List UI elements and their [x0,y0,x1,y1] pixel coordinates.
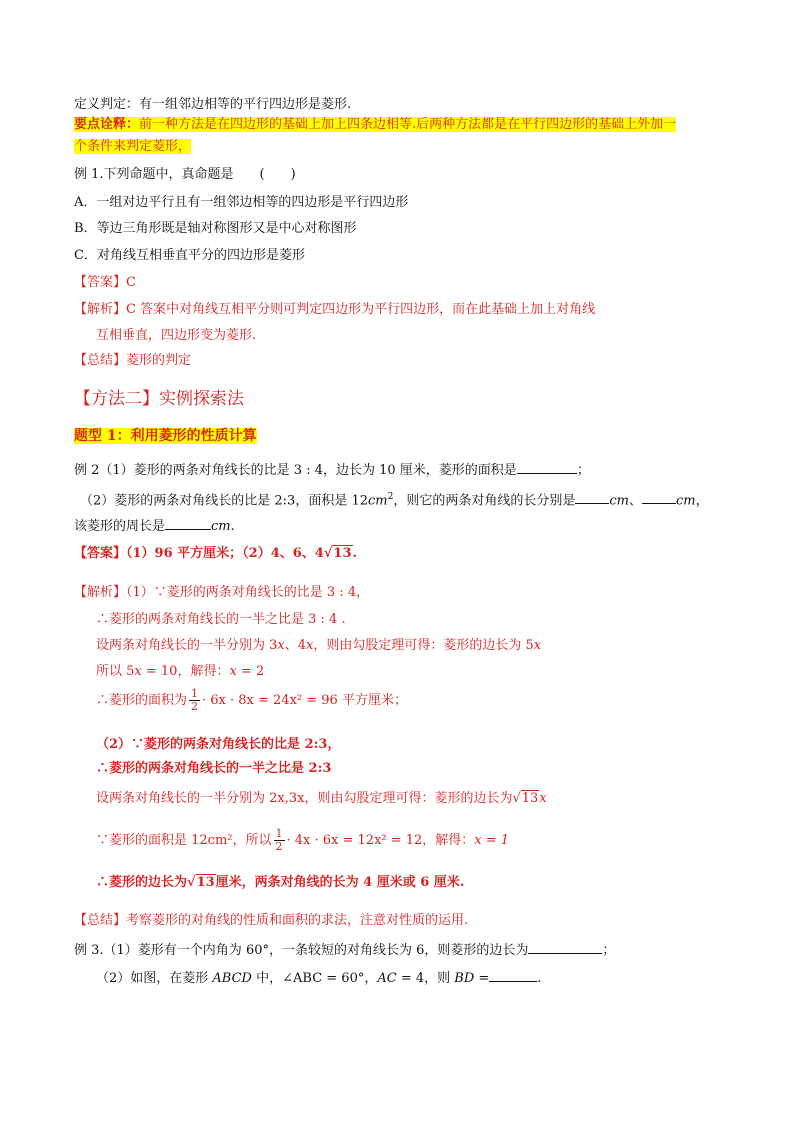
solution-step-5 [96,688,407,713]
example-2-part-3 [74,516,235,536]
ex2-part3-text: 该菱形的周长是 [74,519,166,534]
solution-step-10 [96,874,464,892]
step-4-text: 所以 5 [96,664,135,679]
step-3-text-2: 、4 [284,638,307,653]
sqrt-radicand: 13 [333,546,352,561]
example-3-part-2 [96,968,541,988]
var-x: x [306,638,314,653]
step-3-text-3: ，则由勾股定理可得：菱形的边长为 5 [313,638,534,653]
example-1-explanation-2 [96,327,256,345]
ex3-part2-text-4: = [474,971,490,986]
ex2-part2-text: （2）菱形的两条对角线长的比是 2:3，面积是 12 [80,493,368,509]
ex3-part2-text-2: 中，∠ABC = 60°， [256,971,378,986]
fraction-numerator: 1 [275,827,283,840]
key-point-text-2: 个条件来判定菱形， [74,139,192,154]
step-10-text: ∴菱形的边长为 [96,875,188,890]
ex2-part2-end: ， [695,493,709,509]
segment-ac: AC [377,971,397,986]
answer-blank[interactable] [165,516,211,530]
key-point-label: 要点诠释： [74,117,140,132]
step-5-text-2: · 6x · 8x = 24x² = 96 平方厘米； [202,693,407,708]
var-x: x [134,664,142,679]
step-10-text-2: 厘米，两条对角线的长为 4 厘米或 6 厘米. [215,875,465,890]
step-1-text: 【解析】（1）∵菱形的两条对角线长的比是 3 : 4， [74,585,370,600]
segment-bd: BD [454,971,475,986]
sqrt-symbol: √13 [323,546,352,561]
option-c-text: C．对角线互相垂直平分的四边形是菱形 [74,248,305,263]
type-1-title: 题型 1：利用菱形的性质计算 [74,428,257,444]
example-1-summary [74,352,191,370]
ex3-part2-text: （2）如图，在菱形 [96,971,209,986]
step-3-text: 设两条对角线长的一半分别为 3 [96,638,278,653]
example-1-answer [74,274,136,292]
sqrt-radicand: 13 [521,791,539,806]
example-2-part-2 [80,488,709,510]
solution-step-6 [96,736,340,754]
var-x: x [229,664,237,679]
unit-cm: cm [368,493,388,509]
step-9-text: ∵菱形的面积是 12cm²，所以 [96,833,272,848]
sqrt-symbol: √13 [512,791,539,806]
step-9-text-2: · 4x · 6x = 12x² = 12，解得： [286,833,475,848]
separator: 、 [628,493,642,509]
solution-step-2 [96,611,346,629]
ex2-answer-text: 【答案】（1）96 平方厘米；（2）4、6、4 [74,546,324,561]
solution-step-7 [96,760,331,778]
sqrt-symbol: √13 [187,875,215,890]
example-2-answer [74,545,357,563]
ex2-answer-end: . [352,546,358,561]
option-a-text: A．一组对边平行且有一组邻边相等的四边形是平行四边形 [74,195,409,210]
answer-blank[interactable] [575,490,609,504]
example-2-part-1 [74,460,590,480]
step-4-text-3: = 2 [236,664,265,679]
method-2-title: 【方法二】实例探索法 [74,389,244,409]
ex2-part1-end: ； [576,463,590,478]
example-2-summary [74,912,468,930]
step-6-text: （2）∵菱形的两条对角线长的比是 2:3， [96,737,341,752]
fraction-denominator: 2 [191,700,199,713]
answer-blank[interactable] [517,460,577,474]
ex3-part1-text: 例 3.（1）菱形有一个内角为 60°，一条较短的对角线长为 6，则菱形的边长为 [74,943,529,958]
unit-cm: cm [211,519,231,534]
key-point-line [74,116,676,134]
definition-line [74,96,351,114]
fraction-half [274,828,285,853]
unit-sup: 2 [387,492,394,502]
explanation-text: 【解析】C 答案中对角线互相平分则可判定四边形为平行四边形，而在此基础上加上对角线 [74,302,596,317]
answer-text: 【答案】C [74,275,136,290]
option-b-text: B．等边三角形既是轴对称图形又是中心对称图形 [74,221,357,236]
unit-cm: cm [609,493,629,509]
example-1-option-b [74,220,357,238]
solution-step-4 [96,663,264,681]
example-1-question [74,166,296,184]
solution-step-9 [96,828,509,853]
ex2-part1-text: 例 2（1）菱形的两条对角线长的比是 3 : 4，边长为 10 厘米，菱形的面积是 [74,463,517,478]
definition-text: 定义判定：有一组邻边相等的平行四边形是菱形. [74,97,352,112]
var-x: x [539,791,547,806]
solution-step-8 [96,790,547,808]
explanation-text-2: 互相垂直，四边形变为菱形. [96,328,257,343]
var-x: x [533,638,542,653]
ex2-part2-text-2: ，则它的两条对角线的长分别是 [393,493,576,509]
step-8-text: 设两条对角线长的一半分别为 2x,3x，则由勾股定理可得：菱形的边长为 [96,791,513,806]
example-3-part-1 [74,940,615,960]
type-1-heading [74,427,257,445]
fraction-denominator: 2 [275,840,283,853]
solution-step-3 [96,637,541,655]
answer-blank[interactable] [528,940,602,954]
answer-blank[interactable] [642,490,676,504]
ex2-part3-end: . [230,519,235,534]
answer-blank[interactable] [489,968,537,982]
method-2-heading [74,388,244,410]
summary-text: 【总结】菱形的判定 [74,353,192,368]
example-1-text: 例 1.下列命题中，真命题是 ( ) [74,167,296,182]
example-1-option-c [74,247,305,265]
solution-step-1 [74,584,369,602]
shape-abcd: ABCD [212,971,252,986]
summary-2-text: 【总结】考察菱形的对角线的性质和面积的求法，注意对性质的运用. [74,913,469,928]
example-1-explanation [74,301,595,319]
key-point-text: 前一种方法是在四边形的基础上加上四条边相等.后两种方法都是在平行四边形的基础上外加一 [139,117,677,132]
key-point-line-2 [74,138,191,156]
step-7-text: ∴菱形的两条对角线长的一半之比是 2:3 [96,761,332,776]
step-5-text: ∴菱形的面积为 [96,693,188,708]
example-1-option-a [74,194,408,212]
var-x: x [277,638,285,653]
step-2-text: ∴菱形的两条对角线长的一半之比是 3 : 4 . [96,612,346,627]
ex3-part2-end: . [537,971,542,986]
fraction-half [189,688,200,713]
ex3-part1-end: ； [602,943,616,958]
step-4-text-2: = 10，解得： [141,664,230,679]
ex3-part2-text-3: = 4，则 [396,971,451,986]
sqrt-radicand: 13 [196,875,215,890]
step-9-result: x = 1 [474,833,510,848]
unit-cm: cm [675,493,696,509]
fraction-numerator: 1 [191,687,199,700]
